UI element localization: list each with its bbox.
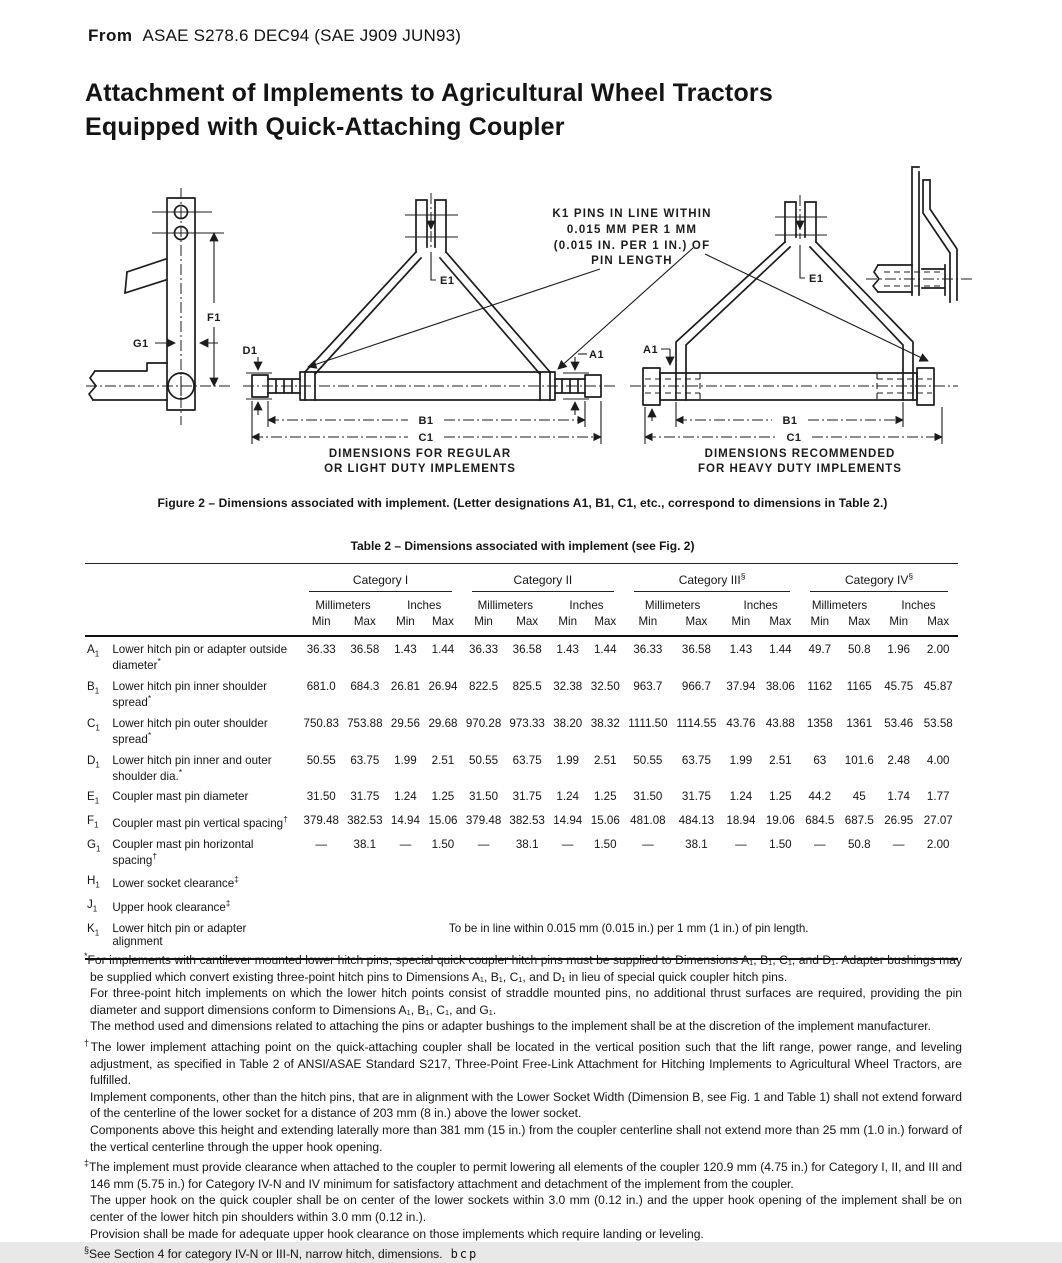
value-cell: 43.76 (726, 716, 756, 730)
source-prefix: From (88, 26, 133, 45)
value-cell: 1.50 (593, 837, 617, 851)
value-cell (424, 868, 462, 892)
value-cell (587, 892, 625, 916)
min-header: Min (800, 613, 839, 636)
k1-note-line-1: K1 PINS IN LINE WITHIN (552, 208, 712, 220)
light-duty-implement-drawing (242, 193, 618, 475)
value-cell (918, 892, 958, 916)
max-header: Max (761, 613, 800, 636)
value-cell: 26.94 (428, 679, 458, 693)
unit-header: Inches (901, 599, 936, 612)
unit-header: Millimeters (477, 599, 534, 612)
document-title (85, 76, 773, 144)
footnote-paragraph (84, 948, 962, 985)
value-cell (343, 868, 387, 892)
dimension-table-body (85, 636, 958, 959)
value-cell: 1.43 (729, 643, 753, 656)
value-cell: — (642, 837, 654, 851)
value-cell: 27.07 (923, 813, 953, 827)
value-cell: 1.25 (593, 790, 617, 804)
value-cell: 15.06 (428, 813, 458, 827)
row-description: Lower hitch pin outer shoulder spread* (112, 716, 268, 746)
value-cell: 2.48 (887, 753, 910, 767)
k1-alignment-note (308, 208, 928, 369)
category-header-row (85, 564, 958, 594)
row-letter: $C_1$ (87, 716, 100, 733)
dim-label-f1: F1 (207, 312, 221, 324)
value-cell: 1.44 (593, 643, 617, 656)
max-header: Max (343, 613, 387, 636)
value-cell: 1162 (807, 679, 833, 693)
figure-2-drawings (0, 155, 1062, 485)
dim-label-b1-heavy: B1 (782, 415, 798, 427)
value-cell: 4.00 (926, 753, 950, 767)
value-cell: 31.75 (350, 790, 380, 804)
row-letter: $B_1$ (87, 679, 100, 696)
row-spanning-note: To be in line within 0.015 mm (0.015 in.) per 1 mm (1 in.) of pin length. (448, 922, 809, 936)
footnote-text: For implements with cantilever mounted lower hitch pins, special quick coupler hitch pins must be supplied to Dimensions A₁, B₁, C₁, and D₁. Adapter bushings may be supplied which convert existing three-point hitch pins to Dimensions A₁, B₁, C₁, and D₁ in lieu of special quick coupler hitch pins. (87, 953, 962, 984)
value-cell (624, 892, 672, 916)
footnote-marker: † (84, 1038, 91, 1048)
value-cell: 63.75 (681, 753, 711, 767)
value-cell: 1.24 (729, 790, 753, 804)
value-cell: 379.48 (303, 813, 339, 827)
value-cell (879, 892, 918, 916)
value-cell: 50.55 (306, 753, 336, 767)
value-cell (505, 868, 549, 892)
table-row-f1 (85, 808, 958, 832)
value-cell: 63.75 (350, 753, 380, 767)
value-cell: 2.51 (593, 753, 617, 767)
value-cell: 45 (852, 790, 866, 804)
value-cell: 50.55 (633, 753, 663, 767)
value-cell (761, 892, 800, 916)
value-cell (879, 868, 918, 892)
dim-label-g1: G1 (133, 338, 149, 350)
value-cell: 684.5 (805, 813, 835, 827)
category-iii-header: Category III§ (624, 564, 800, 594)
value-cell: 2.00 (926, 837, 950, 851)
value-cell (624, 868, 672, 892)
value-cell: — (892, 837, 905, 851)
table-row-h1 (85, 868, 958, 892)
side-view-mast-drawing (86, 188, 232, 425)
row-description: Lower hitch pin inner shoulder spread* (112, 679, 268, 709)
value-cell: 14.94 (390, 813, 420, 827)
value-cell: 822.5 (469, 679, 499, 693)
units-header-row (85, 593, 958, 613)
footnote-paragraph (84, 985, 962, 1018)
value-cell: 2.51 (431, 753, 455, 767)
value-cell: 36.33 (306, 643, 336, 656)
value-cell: 2.51 (769, 753, 792, 767)
heavy-duty-side-detail (866, 167, 972, 302)
title-line-2: Equipped with Quick-Attaching Coupler (85, 113, 565, 141)
value-cell: 15.06 (590, 813, 620, 827)
value-cell: 101.6 (844, 753, 874, 767)
value-cell: 63 (813, 753, 827, 767)
heavy-duty-caption-line-2: FOR HEAVY DUTY IMPLEMENTS (698, 463, 902, 475)
max-header: Max (840, 613, 879, 636)
unit-header: Millimeters (644, 599, 701, 612)
value-cell (299, 892, 343, 916)
footnote-marker: ‡ (84, 1158, 90, 1169)
value-cell (800, 892, 839, 916)
value-cell: 53.46 (884, 716, 914, 730)
value-cell: 19.06 (765, 813, 795, 827)
value-cell: 36.58 (512, 643, 542, 656)
k1-note-line-4: PIN LENGTH (591, 255, 673, 267)
value-cell: 681.0 (306, 679, 336, 693)
table-row-e1 (85, 784, 958, 807)
value-cell: 1.96 (887, 643, 910, 656)
value-cell: 14.94 (553, 813, 583, 827)
value-cell: 382.53 (509, 813, 545, 827)
min-header: Min (462, 613, 506, 636)
value-cell: 1.99 (394, 753, 417, 767)
value-cell: 1.77 (926, 790, 950, 804)
min-header: Min (299, 613, 343, 636)
footnote-paragraph (84, 1192, 962, 1225)
value-cell (424, 892, 462, 916)
dim-label-a1-heavy: A1 (643, 344, 659, 356)
k1-note-line-2: 0.015 MM PER 1 MM (566, 224, 698, 236)
value-cell: — (399, 837, 412, 851)
value-cell (721, 892, 760, 916)
value-cell: 45.87 (923, 679, 953, 693)
value-cell: 31.50 (469, 790, 499, 804)
unit-header: Millimeters (811, 599, 868, 612)
footnote-text: The method used and dimensions related to attaching the pins or adapter bushings to the implement shall be at the discretion of the implement manufacturer. (90, 1019, 932, 1034)
heavy-duty-implement-drawing (630, 195, 958, 475)
category-iv-header: Category IV§ (800, 564, 958, 594)
dim-label-a1-light: A1 (589, 349, 605, 361)
footnote-marker: * (84, 951, 88, 961)
value-cell (462, 868, 506, 892)
value-cell: — (735, 837, 747, 851)
value-cell: 1361 (846, 716, 873, 730)
value-cell: 481.08 (630, 813, 666, 827)
footnotes (84, 948, 962, 1263)
value-cell: 36.58 (350, 643, 380, 656)
row-description: Lower hitch pin or adapter outside diameter* (112, 643, 288, 672)
value-cell: — (561, 837, 574, 851)
value-cell (505, 892, 549, 916)
heavy-duty-caption-line-1: DIMENSIONS RECOMMENDED (704, 448, 896, 460)
value-cell (918, 868, 958, 892)
footnote-paragraph (84, 1122, 962, 1155)
value-cell: 966.7 (681, 679, 711, 693)
value-cell: 1.44 (431, 643, 455, 656)
value-cell (462, 892, 506, 916)
row-description: Lower socket clearance‡ (112, 874, 239, 891)
value-cell: 31.75 (681, 790, 711, 804)
row-letter: $A_1$ (87, 643, 100, 659)
footnote-paragraph (84, 1226, 962, 1243)
row-letter: $K_1$ (87, 922, 100, 938)
value-cell (343, 892, 387, 916)
footnote-text: The upper hook on the quick coupler shall be on center of the lower sockets within 3.0 mm (0.12 in.) and the upper hook opening of the implement shall be on center of the lower hitch pin shoulders within 3.0 mm (0.12 in.). (90, 1193, 962, 1224)
value-cell: 1165 (846, 679, 872, 693)
value-cell: 38.1 (515, 837, 539, 851)
value-cell: 1.43 (394, 643, 417, 656)
row-description: Upper hook clearance‡ (112, 898, 231, 915)
unit-header: Inches (569, 599, 604, 612)
value-cell (549, 892, 587, 916)
category-ii-header: Category II (462, 564, 624, 594)
k1-note-line-3: (0.015 IN. PER 1 IN.) OF (553, 240, 711, 252)
value-cell: 43.88 (765, 716, 795, 730)
footnote-text: See Section 4 for category IV-N or III-N, narrow hitch, dimensions. (89, 1247, 443, 1262)
max-header: Max (587, 613, 625, 636)
footnote-text: Implement components, other than the hitch pins, that are in alignment with the Lower Socket Width (Dimension B, see Fig. 1 and Table 1) shall not extend forward of the centerline of the lower socket for a distance of 203 mm (8 in.) above the lower socket. (90, 1089, 962, 1121)
footnote-text: The lower implement attaching point on the quick-attaching coupler shall be located in the vertical position such that the lift range, power range, and leveling adjustment, as specified in Table 2 of ANSI/ASAE Standard S217, Three-Point Free-Link Attachment for Hitching Implements to Agricultural Wheel Tractors, are fulfilled. (90, 1040, 962, 1088)
value-cell (840, 868, 879, 892)
value-cell: 18.94 (726, 813, 756, 827)
unit-header: Millimeters (315, 599, 371, 612)
value-cell: 32.50 (590, 679, 620, 693)
row-letter: $D_1$ (87, 753, 100, 769)
row-letter: $J_1$ (87, 898, 98, 914)
value-cell: 2.00 (926, 643, 950, 656)
dim-label-e1-heavy: E1 (809, 273, 824, 285)
title-line-1: Attachment of Implements to Agricultural Wheel Tractors (85, 79, 773, 107)
value-cell: 38.1 (685, 837, 708, 851)
end-mark: bcp (450, 1247, 479, 1262)
value-cell: 36.33 (633, 643, 663, 656)
value-cell: 44.2 (808, 790, 832, 804)
footnote-paragraph (84, 1242, 962, 1263)
min-header: Min (549, 613, 587, 636)
table-row-a1 (85, 636, 958, 674)
dim-label-c1-light: C1 (418, 432, 434, 444)
value-cell: 50.8 (847, 643, 871, 656)
value-cell: 1.50 (431, 837, 455, 851)
value-cell: 36.33 (469, 643, 499, 656)
dim-label-d1: D1 (242, 345, 258, 357)
footnote-text: For three-point hitch implements on which the lower hitch points consist of straddle mounted pins, no additional thrust surfaces are required, providing the pin diameter and support dimensions conform to Dimensions A₁, B₁, C₁, and G₁. (90, 986, 962, 1017)
value-cell (672, 892, 722, 916)
value-cell (387, 868, 425, 892)
min-header: Min (387, 613, 425, 636)
value-cell: 1.24 (556, 790, 579, 804)
value-cell (761, 868, 800, 892)
value-cell (840, 892, 879, 916)
value-cell: 38.32 (590, 716, 620, 730)
value-cell: 63.75 (512, 753, 542, 767)
dim-label-e1-light: E1 (440, 275, 455, 287)
value-cell: 31.75 (512, 790, 542, 804)
max-header: Max (672, 613, 722, 636)
value-cell (587, 868, 625, 892)
value-cell: 38.1 (353, 837, 377, 851)
source-standard-line (88, 26, 461, 46)
footnote-paragraph (84, 1035, 962, 1089)
value-cell: 484.13 (678, 813, 715, 827)
value-cell: 1114.55 (676, 716, 717, 730)
value-cell: 1358 (806, 716, 833, 730)
figure-caption: Figure 2 – Dimensions associated with implement. (Letter designations A1, B1, C1, etc., correspond to dimensions in Table 2.) (157, 496, 888, 510)
value-cell: 1.43 (556, 643, 579, 656)
max-header: Max (505, 613, 549, 636)
value-cell: 1.74 (887, 790, 910, 804)
source-standard-number: ASAE S278.6 DEC94 (SAE J909 JUN93) (142, 26, 462, 45)
min-header: Min (879, 613, 918, 636)
technical-drawing-svg (0, 155, 1062, 485)
value-cell: — (315, 837, 328, 851)
value-cell: 38.06 (765, 679, 795, 693)
table-row-b1 (85, 674, 958, 711)
value-cell: 970.28 (465, 716, 502, 730)
footnote-marker: § (84, 1245, 90, 1256)
min-header: Min (624, 613, 672, 636)
table-caption: Table 2 – Dimensions associated with implement (see Fig. 2) (350, 539, 695, 553)
value-cell: 1.25 (769, 790, 792, 804)
value-cell: 1.25 (431, 790, 455, 804)
value-cell: 973.33 (509, 716, 545, 730)
row-letter: $H_1$ (87, 874, 100, 890)
table-row-g1 (85, 832, 958, 869)
dim-label-b1-light: B1 (418, 415, 434, 427)
value-cell: 379.48 (465, 813, 502, 827)
value-cell: 687.5 (844, 813, 874, 827)
value-cell: 825.5 (512, 679, 542, 693)
unit-header: Inches (743, 599, 778, 612)
value-cell: 684.3 (350, 679, 380, 693)
unit-header: Inches (407, 599, 442, 612)
table-row-d1 (85, 748, 958, 785)
value-cell: 53.58 (923, 716, 953, 730)
footnote-text: The implement must provide clearance when attached to the coupler to permit lowering all elements of the coupler 120.9 mm (4.75 in.) for Category I, II, and III and 146 mm (5.75 in.) for Category IV-N and IV minimum for satisfactory attachment and detachment of the implement from the coupler. (89, 1160, 962, 1191)
value-cell: 1.50 (769, 837, 792, 851)
value-cell: 50.55 (469, 753, 499, 767)
light-duty-caption-line-2: OR LIGHT DUTY IMPLEMENTS (324, 463, 516, 475)
row-letter: $E_1$ (87, 790, 100, 806)
value-cell (672, 868, 722, 892)
min-header: Min (721, 613, 760, 636)
row-description: Lower hitch pin inner and outer shoulder dia.* (112, 753, 272, 783)
value-cell: 26.95 (884, 813, 914, 827)
value-cell: 32.38 (553, 679, 583, 693)
row-letter: $F_1$ (87, 813, 99, 830)
value-cell: 31.50 (306, 790, 336, 804)
footnote-text: Components above this height and extending laterally more than 381 mm (15 in.) from the coupler centerline shall not extend more than 25 mm (1.0 in.) forward of the vertical centerline through the upper hook opening. (90, 1123, 962, 1154)
dimension-table (85, 563, 958, 960)
value-cell (721, 868, 760, 892)
value-cell: 1.24 (394, 790, 417, 804)
light-duty-caption-line-1: DIMENSIONS FOR REGULAR (328, 448, 512, 460)
value-cell: 26.81 (390, 679, 420, 693)
value-cell: 36.58 (681, 643, 711, 656)
value-cell: — (814, 837, 826, 851)
footnote-paragraph (84, 1018, 962, 1035)
row-description: Lower hitch pin or adapter alignment (112, 922, 247, 949)
value-cell: 31.50 (633, 790, 663, 804)
value-cell (299, 868, 343, 892)
table-row-j1 (85, 892, 958, 916)
value-cell: 1.99 (556, 753, 579, 767)
value-cell: 37.94 (726, 679, 756, 693)
value-cell: 750.83 (303, 716, 339, 730)
value-cell: 1.99 (729, 753, 753, 767)
value-cell: 1111.50 (628, 716, 668, 730)
minmax-header-row (85, 613, 958, 636)
value-cell: 382.53 (347, 813, 383, 827)
value-cell: 29.68 (428, 716, 458, 730)
dim-label-c1-heavy: C1 (786, 432, 802, 444)
value-cell: 49.7 (808, 643, 832, 656)
row-description: Coupler mast pin vertical spacing† (112, 813, 288, 830)
value-cell: 45.75 (884, 679, 914, 693)
value-cell: 1.44 (769, 643, 792, 656)
max-header: Max (424, 613, 462, 636)
category-i-header: Category I (299, 564, 461, 594)
footnote-text: Provision shall be made for adequate upper hook clearance on those implements which require landing or leveling. (90, 1226, 704, 1241)
value-cell (800, 868, 839, 892)
row-description: Coupler mast pin diameter (112, 790, 249, 804)
value-cell (387, 892, 425, 916)
footnote-paragraph (84, 1089, 962, 1122)
table-row-c1 (85, 711, 958, 748)
value-cell (549, 868, 587, 892)
value-cell: 753.88 (347, 716, 383, 730)
row-description: Coupler mast pin horizontal spacing† (112, 837, 254, 867)
footnote-paragraph (84, 1155, 962, 1192)
max-header: Max (918, 613, 958, 636)
value-cell: 29.56 (390, 716, 420, 730)
value-cell: 963.7 (633, 679, 663, 693)
row-letter: $G_1$ (87, 837, 101, 853)
value-cell: — (477, 837, 490, 851)
value-cell: 50.8 (847, 837, 871, 851)
value-cell: 38.20 (553, 716, 583, 730)
